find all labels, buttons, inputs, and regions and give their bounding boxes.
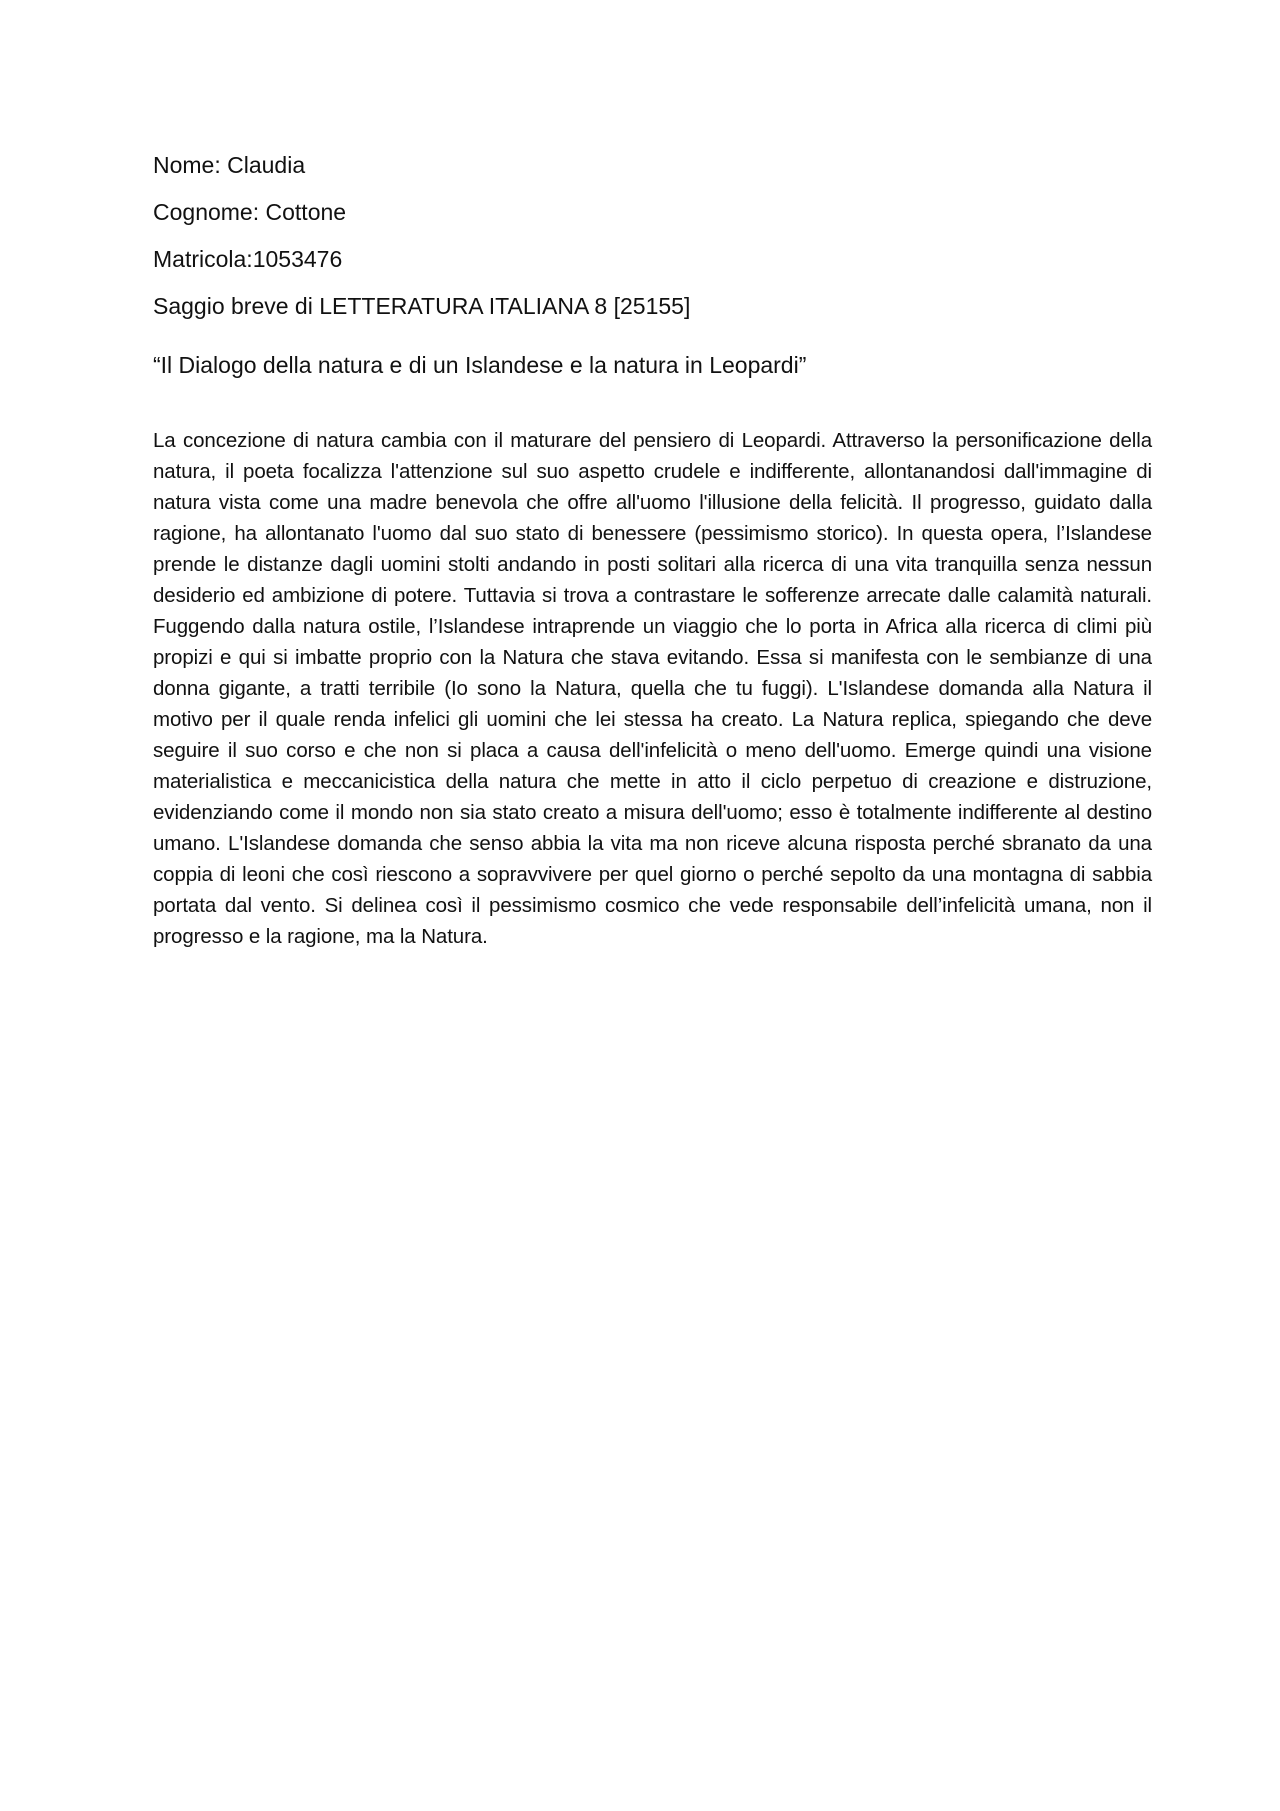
student-name: Nome: Claudia [153,152,306,178]
essay-title: “Il Dialogo della natura e di un Islandese e la natura in Leopardi” [153,352,807,378]
student-surname: Cognome: Cottone [153,199,347,225]
course-line: Saggio breve di LETTERATURA ITALIANA 8 [25155] [153,293,691,319]
essay-body: La concezione di natura cambia con il maturare del pensiero di Leopardi. Attraverso la personificazione della natura, il poeta focalizza l'attenzione sul suo aspetto crudele e indifferente, allontanandosi dall'immagine di natura vista come una madre benevola che offre all'uomo l'illusione della felicità. Il progresso, guidato dalla ragione, ha allontanato l'uomo dal suo stato di benessere (pessimismo storico). In questa opera, l’Islandese prende le distanze dagli uomini stolti andando in posti solitari alla ricerca di una vita tranquilla senza nessun desiderio ed ambizione di potere. Tuttavia si trova a contrastare le sofferenze arrecate dalle calamità naturali. Fuggendo dalla natura ostile, l’Islandese intraprende un viaggio che lo porta in Africa alla ricerca di climi più propizi e qui si imbatte proprio con la Natura che stava evitando. Essa si manifesta con le sembianze di una donna gigante, a tratti terribile (Io sono la Natura, quella che tu fuggi). L'Islandese domanda alla Natura il motivo per il quale renda infelici gli uomini che lei stessa ha creato. La Natura replica, spiegando che deve seguire il suo corso e che non si placa a causa dell'infelicità o meno dell'uomo. Emerge quindi una visione materialistica e meccanicistica della natura che mette in atto il ciclo perpetuo di creazione e distruzione, evidenziando come il mondo non sia stato creato a misura dell'uomo; esso è totalmente indifferente al destino umano. L'Islandese domanda che senso abbia la vita ma non riceve alcuna risposta perché sbranato da una coppia di leoni che così riescono a sopravvivere per quel giorno o perché sepolto da una montagna di sabbia portata dal vento. Si delinea così il pessimismo cosmico che vede responsabile dell’infelicità umana, non il progresso e la ragione, ma la Natura. [153,429,1152,948]
student-id: Matricola:1053476 [153,246,343,272]
